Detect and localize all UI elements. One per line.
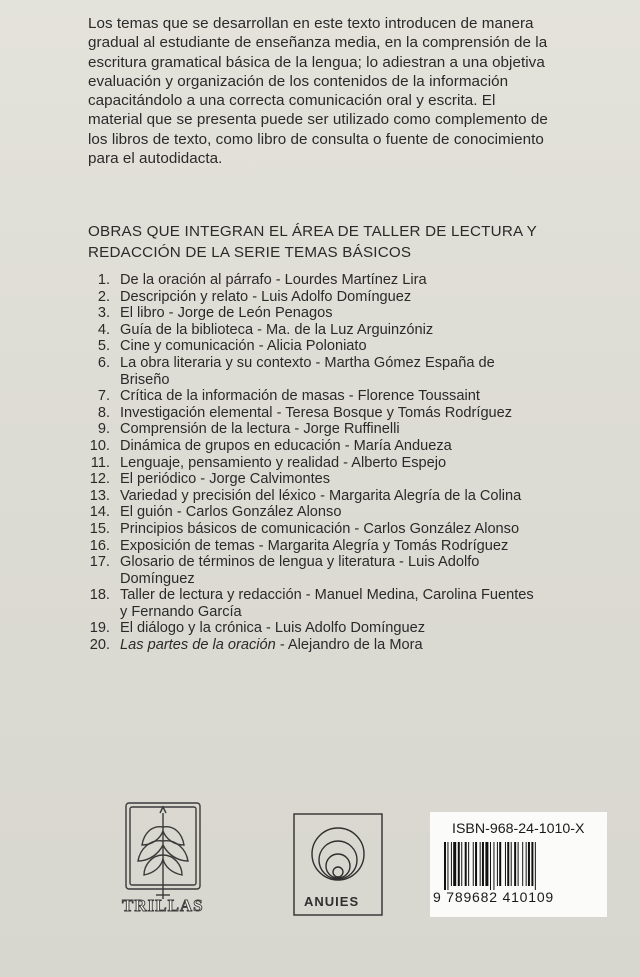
list-item — [80, 587, 620, 620]
item-number: 1. — [97, 272, 110, 288]
item-text: Variedad y precisión del léxico - Margarita Alegría de la Colina — [120, 487, 522, 504]
intro-paragraph — [88, 14, 588, 168]
item-number: 3. — [97, 305, 110, 322]
item-text: Dinámica de grupos en educación - María Andueza — [120, 437, 452, 454]
list-item — [80, 455, 620, 472]
series-heading — [88, 222, 608, 263]
association-name: ANUIES — [304, 894, 360, 909]
trillas-logo — [118, 795, 208, 920]
barcode-bar — [465, 842, 467, 886]
barcode-bar — [451, 842, 452, 886]
list-item — [80, 338, 620, 355]
series-heading-line: OBRAS QUE INTEGRAN EL ÁREA DE TALLER DE LECTURA Y — [88, 223, 537, 240]
intro-line: para el autodidacta. — [88, 150, 223, 168]
list-item — [80, 521, 620, 538]
barcode-bar — [482, 842, 484, 886]
barcode-bar — [505, 842, 506, 886]
barcode-bar — [499, 842, 501, 886]
intro-line: gradual al estudiante de enseñanza media, en la comprensión de la — [88, 34, 548, 52]
series-heading-line: REDACCIÓN DE LA SERIE TEMAS BÁSICOS — [88, 243, 412, 261]
item-text: Guía de la biblioteca - Ma. de la Luz Arguinzóniz — [120, 321, 434, 338]
works-list — [80, 272, 620, 654]
item-title-italic: Las partes de la oración — [120, 637, 276, 654]
item-text-line: y Fernando García — [120, 603, 242, 620]
item-number: 8. — [97, 404, 110, 421]
anuies-logo — [292, 812, 384, 917]
list-item — [80, 322, 620, 339]
list-item — [80, 438, 620, 455]
item-text-line: La obra literaria y su contexto - Martha Gómez España de — [120, 354, 495, 371]
barcode-bar — [458, 842, 460, 886]
item-number: 9. — [97, 421, 110, 438]
barcode-digits: 9 789682 410109 — [433, 889, 554, 905]
item-text: El periódico - Jorge Calvimontes — [120, 471, 331, 488]
list-item — [80, 355, 620, 388]
barcode-bar — [507, 842, 509, 886]
list-item — [80, 405, 620, 422]
list-item — [80, 289, 620, 306]
barcode-bar — [490, 842, 491, 890]
barcode-bar — [528, 842, 530, 886]
intro-line: material que se presenta puede ser utilizado como complemento de — [88, 111, 548, 129]
item-text — [110, 637, 620, 654]
item-author: - Alejandro de la Mora — [275, 637, 423, 654]
intro-line: escritura gramatical básica de la lengua; lo adiestran a una objetiva — [88, 53, 545, 71]
item-text: Descripción y relato - Luis Adolfo Domínguez — [120, 288, 412, 305]
item-number: 13. — [89, 487, 110, 504]
item-text: Crítica de la información de masas - Florence Toussaint — [120, 388, 480, 405]
list-item — [80, 272, 620, 289]
barcode-bar — [535, 842, 536, 890]
list-item — [80, 488, 620, 505]
item-number: 20. — [89, 637, 110, 654]
barcode-bar — [461, 842, 462, 886]
publisher-name: TRILLAS — [122, 896, 204, 915]
barcode-bar — [475, 842, 477, 886]
barcode-bar — [447, 842, 448, 890]
item-text-line: Glosario de términos de lengua y literatura - Luis Adolfo — [120, 554, 480, 571]
item-text — [110, 355, 620, 388]
intro-line: Los temas que se desarrollan en este texto introducen de manera — [88, 15, 534, 32]
item-text: Cine y comunicación - Alicia Poloniato — [120, 338, 367, 355]
item-text — [110, 587, 620, 620]
barcode-bar — [485, 842, 488, 886]
item-number: 18. — [89, 587, 110, 604]
item-number: 6. — [97, 354, 110, 371]
item-text: El diálogo y la crónica - Luis Adolfo Domínguez — [120, 620, 426, 637]
item-number: 12. — [89, 471, 110, 488]
barcode-bar — [511, 842, 512, 886]
list-item — [80, 538, 620, 555]
barcode-bar — [518, 842, 519, 886]
item-number: 11. — [90, 454, 110, 471]
list-item — [80, 637, 620, 654]
item-number: 2. — [97, 288, 110, 305]
barcode-bar — [531, 842, 533, 886]
list-item — [80, 305, 620, 322]
barcode-bar — [526, 842, 527, 886]
barcode-bar — [468, 842, 469, 886]
isbn-barcode — [430, 812, 607, 917]
item-text-line: Taller de lectura y redacción - Manuel Medina, Carolina Fuentes — [120, 587, 534, 604]
barcode-bar — [497, 842, 498, 886]
item-number: 7. — [97, 388, 110, 405]
item-text-line: Briseño — [120, 371, 170, 388]
list-item — [80, 554, 620, 587]
intro-line: capacitándolo a una correcta comunicación oral y escrita. El — [88, 92, 496, 110]
barcode-bar — [473, 842, 474, 886]
item-number: 10. — [89, 437, 110, 454]
item-text: Exposición de temas - Margarita Alegría y Tomás Rodríguez — [120, 537, 509, 554]
barcode-bar — [514, 842, 516, 886]
item-text — [110, 554, 620, 587]
item-number: 17. — [89, 554, 110, 571]
item-number: 14. — [89, 504, 110, 521]
barcode-bar — [453, 842, 456, 886]
list-item — [80, 620, 620, 637]
item-text-line: Domínguez — [120, 570, 195, 587]
item-text: El libro - Jorge de León Penagos — [120, 305, 333, 322]
list-item — [80, 388, 620, 405]
item-text: El guión - Carlos González Alonso — [120, 504, 342, 521]
item-number: 16. — [89, 537, 110, 554]
item-text: Principios básicos de comunicación - Carlos González Alonso — [120, 520, 520, 537]
item-text: Comprensión de la lectura - Jorge Ruffinelli — [120, 421, 400, 438]
intro-line: los libros de texto, como libro de consulta o fuente de conocimiento — [88, 130, 544, 148]
barcode-bar — [480, 842, 481, 886]
item-text: Lenguaje, pensamiento y realidad - Alberto Espejo — [120, 454, 447, 471]
item-text: Investigación elemental - Teresa Bosque y Tomás Rodríguez — [120, 404, 513, 421]
barcode-bar — [493, 842, 494, 890]
intro-line: evaluación y organización de los contenidos de la información — [88, 72, 509, 90]
item-number: 15. — [89, 520, 110, 537]
item-text: De la oración al párrafo - Lourdes Martínez Lira — [120, 272, 427, 288]
barcode-bar — [522, 842, 523, 886]
barcode-bar — [444, 842, 446, 890]
item-number: 5. — [97, 338, 110, 355]
list-item — [80, 471, 620, 488]
item-number: 19. — [89, 620, 110, 637]
list-item — [80, 504, 620, 521]
list-item — [80, 421, 620, 438]
item-number: 4. — [97, 321, 110, 338]
isbn-number: ISBN-968-24-1010-X — [452, 821, 585, 837]
